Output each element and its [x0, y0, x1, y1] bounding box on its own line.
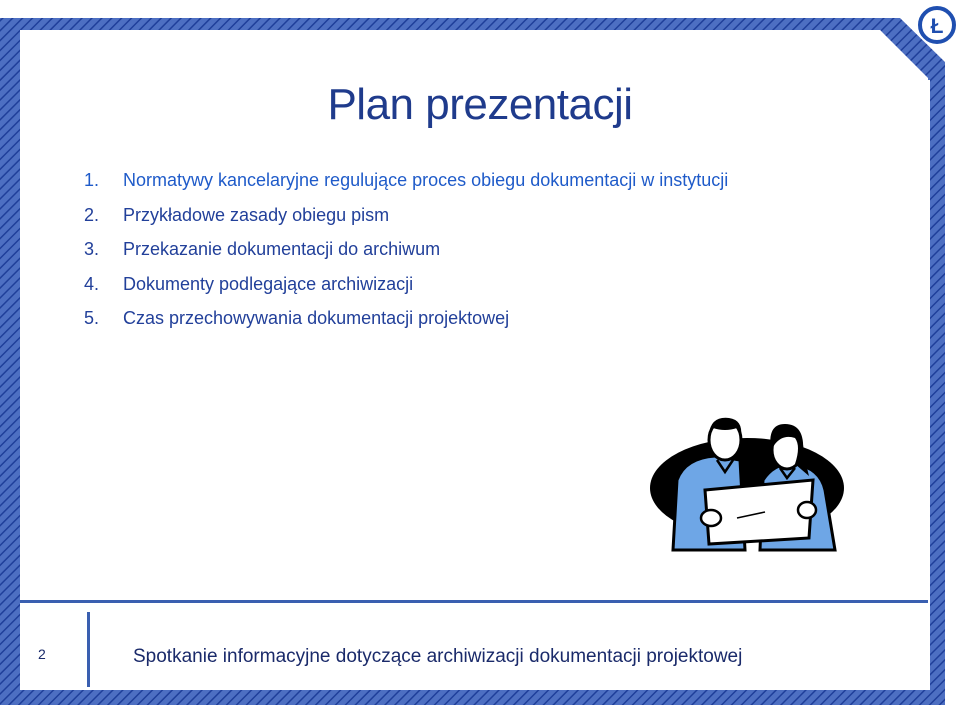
agenda-item-number: 4.	[84, 273, 100, 294]
footer-separator	[20, 600, 928, 603]
agenda-item-text: Normatywy kancelaryjne regulujące proces obiegu dokumentacji w instytucji	[123, 170, 729, 190]
agenda-item-number: 2.	[84, 204, 100, 225]
agenda-item	[84, 232, 728, 267]
agenda-item-number: 5.	[84, 308, 100, 328]
agenda-item	[84, 198, 728, 233]
footer-text: Spotkanie informacyjne dotyczące archiwizacji dokumentacji projektowej	[133, 646, 743, 667]
page-number: 2	[38, 646, 46, 662]
agenda-item	[84, 163, 728, 198]
agenda-list	[84, 163, 728, 336]
agenda-item-number: 1.	[84, 170, 100, 190]
slide-title: Plan prezentacji	[327, 80, 633, 129]
logo-letter: Ł	[930, 15, 944, 38]
agenda-item-text: Przekazanie dokumentacji do archiwum	[123, 239, 441, 259]
two-people-reading-document-icon	[645, 410, 850, 575]
logo-icon	[916, 4, 958, 46]
agenda-item	[84, 301, 728, 336]
footer-divider	[87, 612, 90, 687]
agenda-item	[84, 267, 728, 302]
agenda-item-text: Przykładowe zasady obiegu pism	[123, 204, 390, 225]
agenda-item-number: 3.	[84, 239, 100, 259]
agenda-item-text: Czas przechowywania dokumentacji projektowej	[123, 308, 510, 328]
agenda-item-text: Dokumenty podlegające archiwizacji	[123, 273, 414, 294]
